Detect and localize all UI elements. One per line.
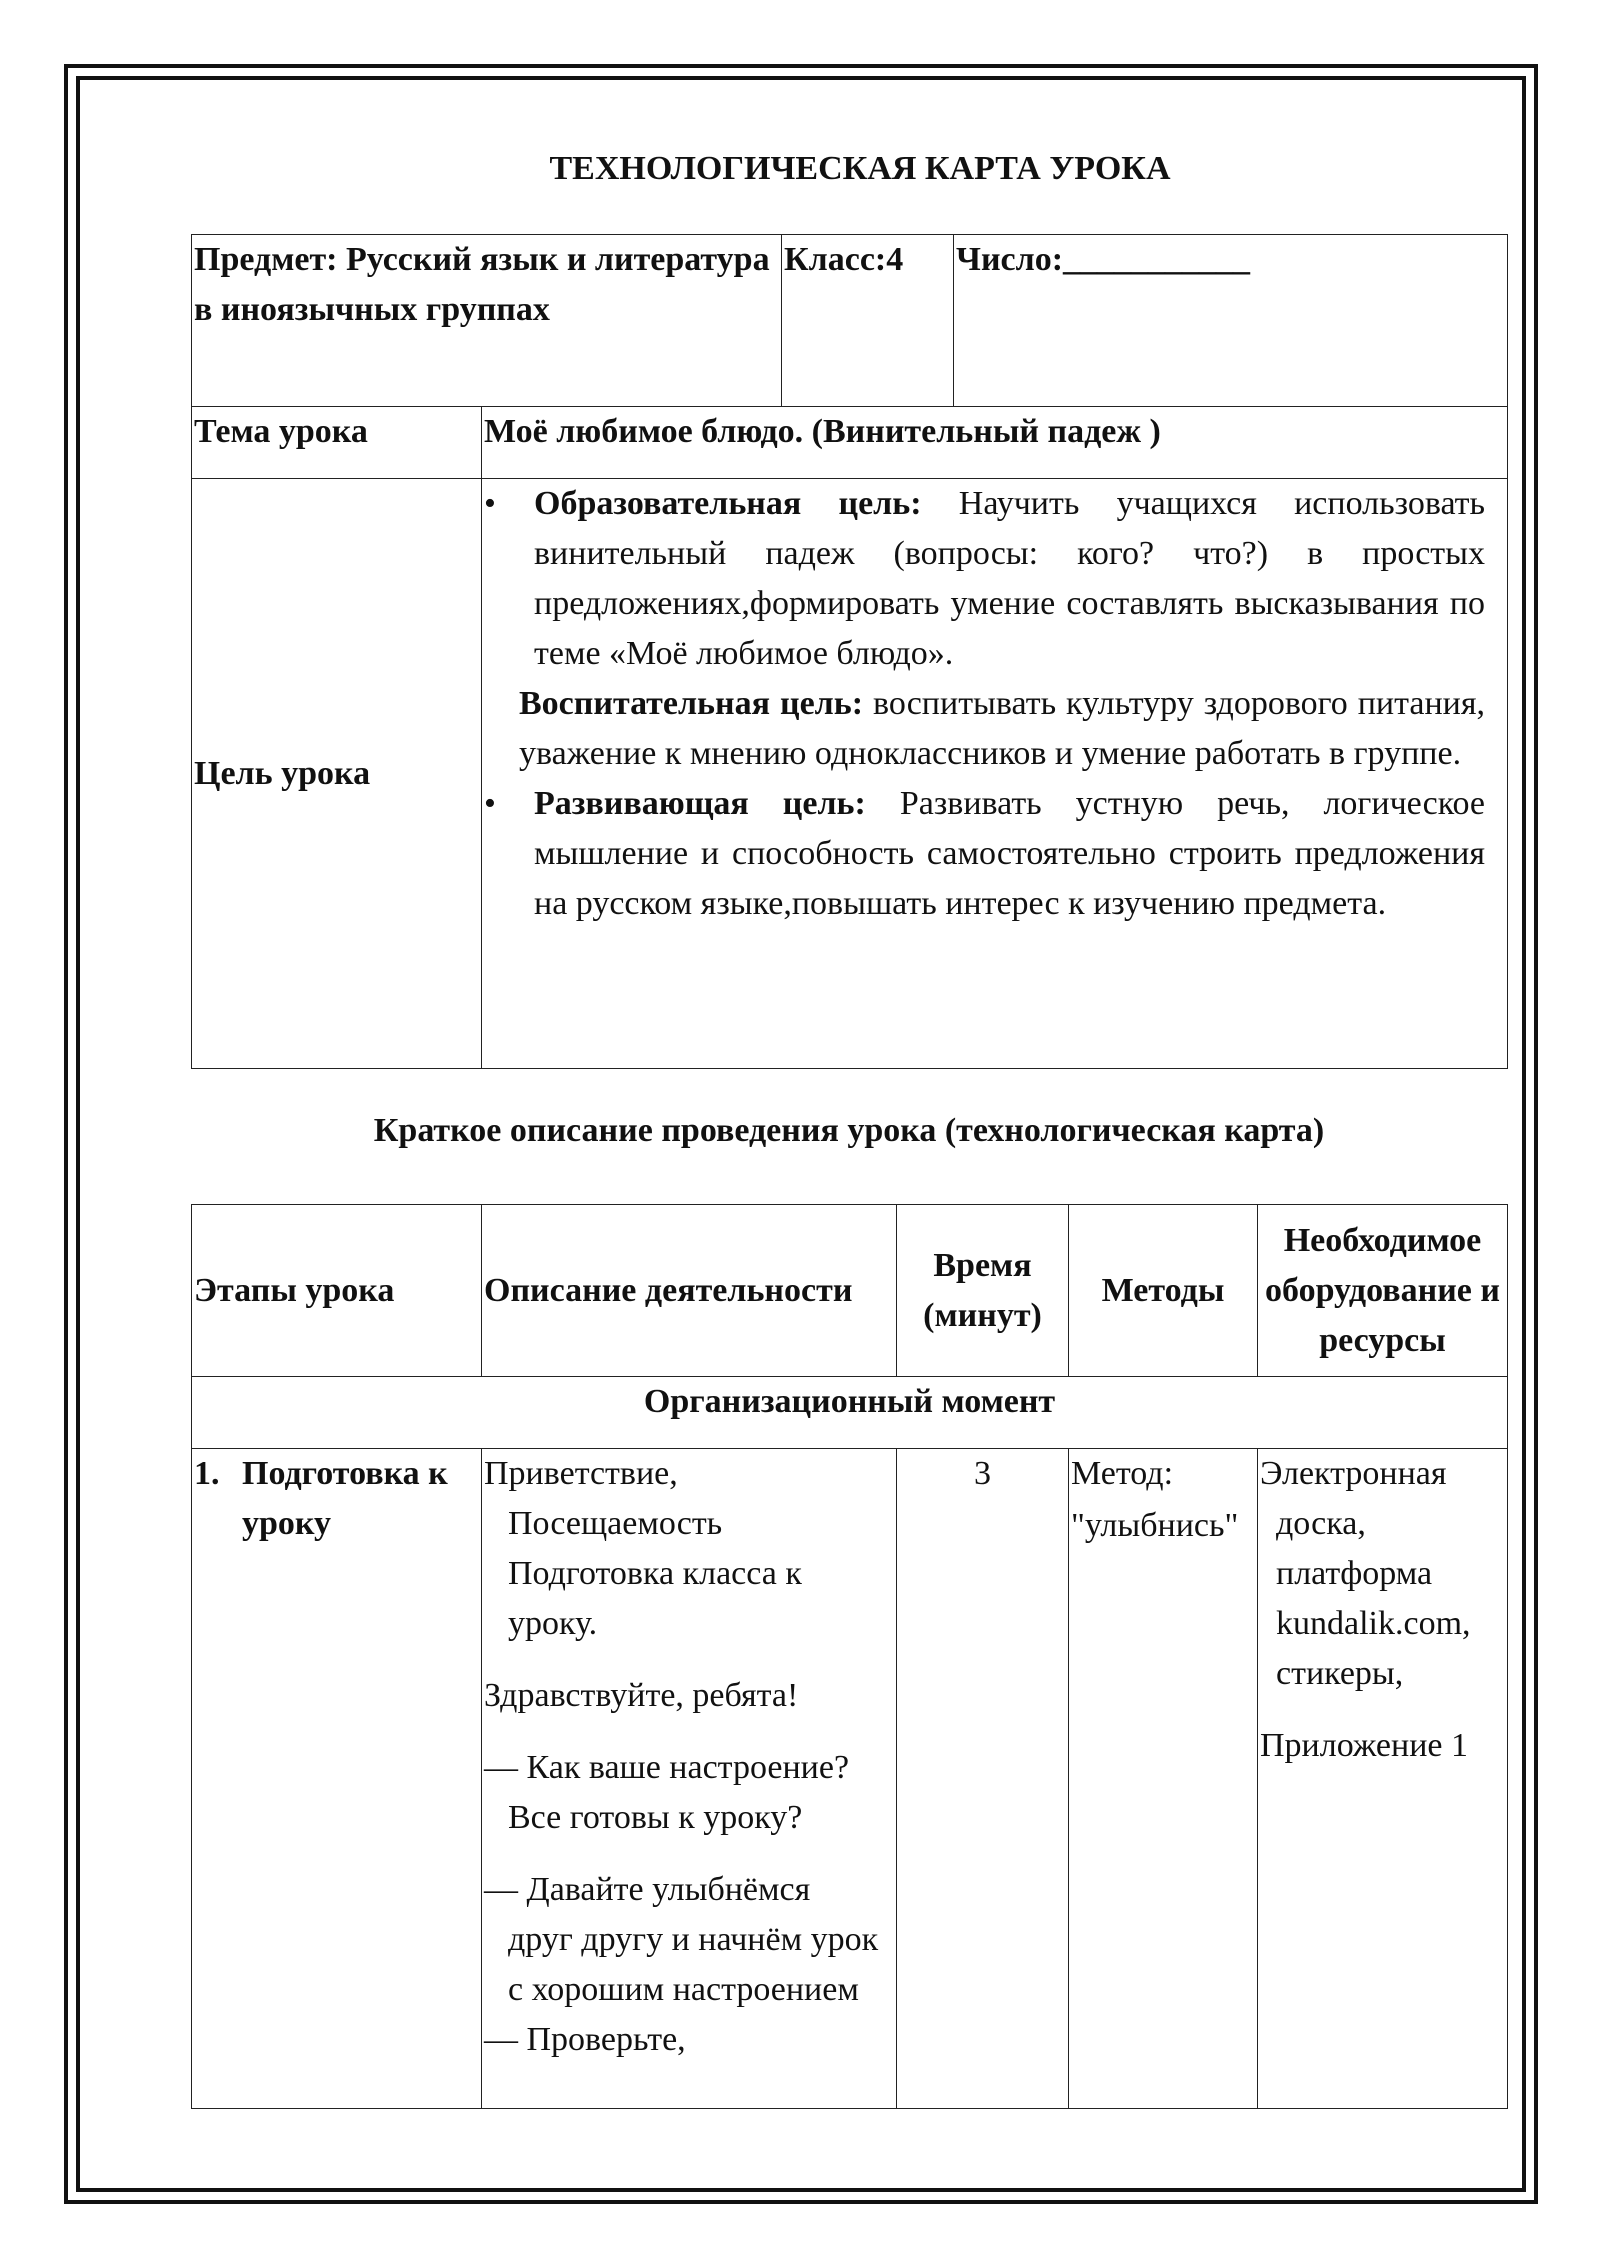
date-text: Число:___________ (956, 241, 1251, 278)
bullet-icon: • (484, 485, 496, 522)
topic-value-cell (482, 407, 1508, 479)
col-header-methods: Методы (1069, 1205, 1258, 1377)
goal-label: Цель урока (194, 754, 371, 792)
col-header-stages: Этапы урока (192, 1205, 482, 1377)
goal-upbringing-text: воспитывать культуру здорового питания, уважение к мнению одноклассников и умение работать в группе. (519, 685, 1486, 772)
topic-label-cell (192, 407, 482, 479)
goal-upbringing-label: Воспитательная цель: (519, 685, 864, 722)
col-header-resources: Необходимое оборудование и ресурсы (1258, 1205, 1508, 1377)
header-table (191, 234, 1508, 1069)
time-cell: 3 (897, 1449, 1069, 2109)
resources-cell: Электронная доска, платформа kundalik.com, стикеры, Приложение 1 (1258, 1449, 1508, 2109)
goal-value-cell (482, 479, 1508, 1069)
goal-developing-label: Развивающая цель: (534, 785, 866, 822)
section-row-org-moment: Организационный момент (192, 1377, 1508, 1449)
goal-educational-text: Научить учащихся использовать винительный падеж (вопросы: кого? что?) в простых предложениях,формировать умение составлять высказывания по теме «Моё любимое блюдо». (534, 485, 1486, 672)
stage-number: 1. (194, 1455, 220, 1492)
bullet-icon: • (484, 785, 496, 822)
topic-value: Моё любимое блюдо. (Винительный падеж ) (484, 413, 1161, 450)
goal-educational (484, 479, 1485, 679)
goal-developing-text: Развивать устную речь, логическое мышление и способность самостоятельно строить предложения на русском языке,повышать интерес к изучению предмета. (534, 785, 1486, 922)
col-header-description: Описание деятельности (482, 1205, 897, 1377)
class-cell (782, 235, 954, 407)
goal-developing (484, 779, 1485, 929)
col-header-time: Время (минут) (897, 1205, 1069, 1377)
method-cell: Метод: "улыбнись" (1069, 1449, 1258, 2109)
class-text: Класс:4 (784, 241, 904, 278)
description-cell: Приветствие, Посещаемость Подготовка класса к уроку. Здравствуйте, ребята! — Как ваше настроение? Все готовы к уроку? — Давайте улыбнёмся друг другу и начнём урок с хорошим настроением — Проверьте, (482, 1449, 897, 2109)
section-subtitle: Краткое описание проведения урока (технологическая карта) (373, 1112, 1325, 1149)
date-cell (954, 235, 1508, 407)
stage-name: Подготовка к уроку (242, 1455, 448, 1542)
goal-educational-label: Образовательная цель: (534, 485, 922, 522)
subject-text: Предмет: Русский язык и литература в иноязычных группах (194, 241, 770, 328)
document-title: ТЕХНОЛОГИЧЕСКАЯ КАРТА УРОКА (549, 150, 1171, 187)
subject-cell (192, 235, 782, 407)
goal-label-cell (192, 479, 482, 1069)
stage-cell (192, 1449, 482, 2109)
lesson-table (191, 1204, 1508, 2109)
goal-upbringing (484, 679, 1485, 779)
topic-label: Тема урока (194, 413, 368, 450)
